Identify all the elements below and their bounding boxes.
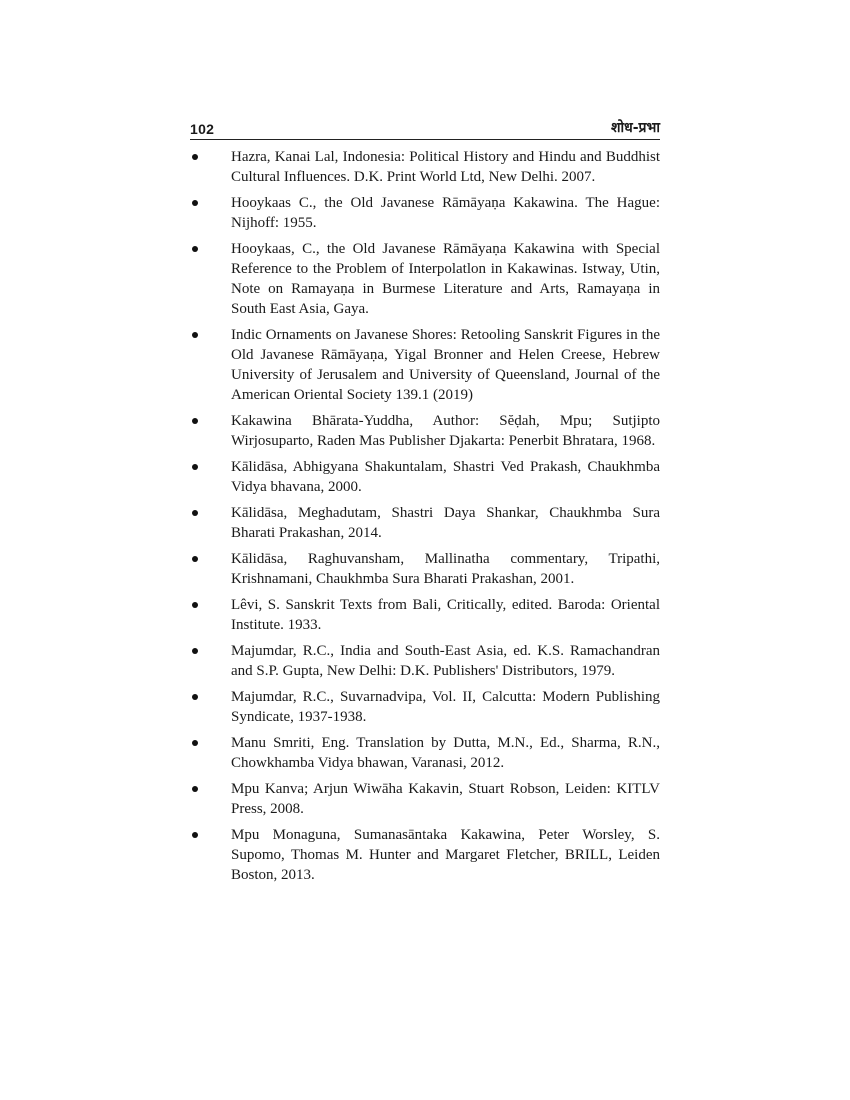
bullet-icon: [192, 154, 198, 160]
reference-item: [190, 549, 660, 589]
reference-item: [190, 239, 660, 319]
reference-text: Kālidāsa, Abhigyana Shakuntalam, Shastri Ved Prakash, Chaukhmba Vidya bhavana, 2000.: [231, 459, 660, 495]
bullet-icon: [192, 648, 198, 654]
page-header: [190, 116, 660, 140]
reference-text: Hooykaas, C., the Old Javanese Rāmāyaṇa Kakawina with Special Reference to the Problem of Interpolatlon in Kakawinas. Istway, Utin, Note on Ramayaṇa in Burmese Literature and Arts, Ramayaṇa in South East Asia, Gaya.: [231, 241, 660, 317]
reference-item: [190, 733, 660, 773]
reference-text: Hooykaas C., the Old Javanese Rāmāyaṇa Kakawina. The Hague: Nijhoff: 1955.: [231, 195, 660, 231]
reference-item: [190, 411, 660, 451]
reference-text: Lêvi, S. Sanskrit Texts from Bali, Critically, edited. Baroda: Oriental Institute. 1933.: [231, 597, 660, 633]
reference-item: [190, 641, 660, 681]
reference-text: Indic Ornaments on Javanese Shores: Retooling Sanskrit Figures in the Old Javanese Rāmāyaṇa, Yigal Bronner and Helen Creese, Hebrew University of Jerusalem and University of Queensland, Journal of the American Oriental Society 139.1 (2019): [231, 327, 660, 403]
bullet-icon: [192, 832, 198, 838]
reference-text: Kālidāsa, Meghadutam, Shastri Daya Shankar, Chaukhmba Sura Bharati Prakashan, 2014.: [231, 505, 660, 541]
reference-text: Kakawina Bhārata-Yuddha, Author: Sĕḍah, Mpu; Sutjipto Wirjosuparto, Raden Mas Publisher Djakarta: Penerbit Bhratara, 1968.: [231, 413, 660, 449]
reference-item: [190, 825, 660, 885]
bullet-icon: [192, 510, 198, 516]
reference-text: Majumdar, R.C., India and South-East Asia, ed. K.S. Ramachandran and S.P. Gupta, New Delhi: D.K. Publishers' Distributors, 1979.: [231, 643, 660, 679]
reference-text: Majumdar, R.C., Suvarnadvipa, Vol. II, Calcutta: Modern Publishing Syndicate, 1937-1938.: [231, 689, 660, 725]
reference-item: [190, 193, 660, 233]
reference-item: [190, 325, 660, 405]
bullet-icon: [192, 418, 198, 424]
bullet-icon: [192, 556, 198, 562]
reference-text: Manu Smriti, Eng. Translation by Dutta, M.N., Ed., Sharma, R.N., Chowkhamba Vidya bhawan, Varanasi, 2012.: [231, 735, 660, 771]
reference-text: Hazra, Kanai Lal, Indonesia: Political History and Hindu and Buddhist Cultural Influences. D.K. Print World Ltd, New Delhi. 2007.: [231, 149, 660, 185]
reference-text: Kālidāsa, Raghuvansham, Mallinatha commentary, Tripathi, Krishnamani, Chaukhmba Sura Bharati Prakashan, 2001.: [231, 551, 660, 587]
reference-text: Mpu Kanva; Arjun Wiwāha Kakavin, Stuart Robson, Leiden: KITLV Press, 2008.: [231, 781, 660, 817]
reference-item: [190, 503, 660, 543]
reference-item: [190, 595, 660, 635]
reference-item: [190, 687, 660, 727]
bullet-icon: [192, 786, 198, 792]
page-number: 102: [190, 121, 215, 137]
bullet-icon: [192, 246, 198, 252]
reference-item: [190, 457, 660, 497]
reference-item: [190, 147, 660, 187]
bullet-icon: [192, 332, 198, 338]
journal-title: शोध-प्रभा: [610, 120, 660, 136]
bullet-icon: [192, 200, 198, 206]
bullet-icon: [192, 464, 198, 470]
reference-text: Mpu Monaguna, Sumanasāntaka Kakawina, Peter Worsley, S. Supomo, Thomas M. Hunter and Margaret Fletcher, BRILL, Leiden Boston, 2013.: [231, 827, 660, 883]
reference-list: [190, 147, 660, 891]
bullet-icon: [192, 602, 198, 608]
bullet-icon: [192, 740, 198, 746]
bullet-icon: [192, 694, 198, 700]
reference-item: [190, 779, 660, 819]
